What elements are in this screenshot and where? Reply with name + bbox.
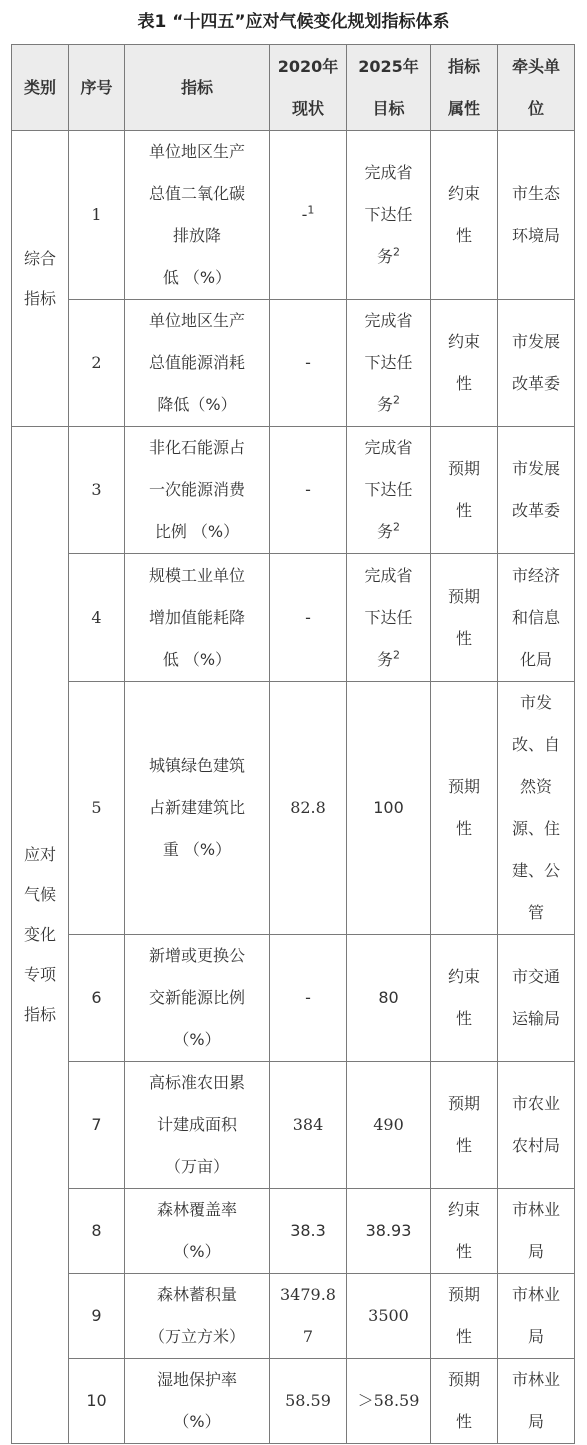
header-category: 类别: [12, 45, 69, 131]
footnote-marker: 2: [393, 520, 400, 534]
header-attribute: 指标 属性: [431, 45, 498, 131]
footnote-marker: 2: [393, 393, 400, 407]
footnote-marker: 2: [393, 648, 400, 662]
indicator-table: [11, 44, 575, 1444]
table-title: 表1 “十四五”应对气候变化规划指标体系: [137, 12, 450, 32]
row-attribute: 预期 性: [431, 1274, 498, 1359]
row-status-2020: 38.3: [270, 1189, 347, 1274]
footnote-marker: 2: [393, 245, 400, 259]
row-status-2020: -: [270, 554, 347, 682]
footnote-marker: 1: [307, 203, 315, 217]
row-indicator: 新增或更换公 交新能源比例 （%）: [125, 935, 270, 1062]
table-row: [12, 131, 575, 300]
row-target-2025: 100: [347, 682, 431, 935]
row-seq: 10: [69, 1359, 125, 1444]
row-status-2020: -: [270, 427, 347, 554]
category-special: 应对 气候 变化 专项 指标: [12, 427, 69, 1444]
row-target-2025: 38.93: [347, 1189, 431, 1274]
row-seq: 7: [69, 1062, 125, 1189]
table-row: [12, 554, 575, 682]
table-row: [12, 1359, 575, 1444]
row-lead-unit: 市林业 局: [498, 1189, 575, 1274]
row-attribute: 约束 性: [431, 131, 498, 300]
row-lead-unit: 市农业 农村局: [498, 1062, 575, 1189]
row-seq: 2: [69, 300, 125, 427]
row-seq: 5: [69, 682, 125, 935]
row-status-2020: 58.59: [270, 1359, 347, 1444]
row-indicator: 规模工业单位 增加值能耗降 低 （%）: [125, 554, 270, 682]
row-lead-unit: 市生态 环境局: [498, 131, 575, 300]
row-status-2020: -$^1$: [270, 131, 347, 300]
table-row: [12, 1189, 575, 1274]
row-indicator: 单位地区生产 总值二氧化碳 排放降 低 （%）: [125, 131, 270, 300]
row-attribute: 预期 性: [431, 682, 498, 935]
row-target-2025: 80: [347, 935, 431, 1062]
header-lead-unit: 牵头单 位: [498, 45, 575, 131]
row-status-2020: 82.8: [270, 682, 347, 935]
row-lead-unit: 市发 改、自 然资 源、住 建、公 管: [498, 682, 575, 935]
row-lead-unit: 市林业 局: [498, 1274, 575, 1359]
row-indicator: 非化石能源占 一次能源消费 比例 （%）: [125, 427, 270, 554]
row-target-2025: 完成省 下达任 务$^2$: [347, 427, 431, 554]
header-target-2025: 2025年 目标: [347, 45, 431, 131]
row-attribute: 约束 性: [431, 1189, 498, 1274]
header-status-2020: 2020年 现状: [270, 45, 347, 131]
category-comprehensive: 综合 指标: [12, 131, 69, 427]
table-row: [12, 935, 575, 1062]
row-target-2025: 完成省 下达任 务$^2$: [347, 300, 431, 427]
row-lead-unit: 市发展 改革委: [498, 427, 575, 554]
row-target-2025: 完成省 下达任 务$^2$: [347, 131, 431, 300]
row-lead-unit: 市交通 运输局: [498, 935, 575, 1062]
row-attribute: 预期 性: [431, 1359, 498, 1444]
row-status-2020: 384: [270, 1062, 347, 1189]
row-seq: 9: [69, 1274, 125, 1359]
row-indicator: 湿地保护率 （%）: [125, 1359, 270, 1444]
row-indicator: 单位地区生产 总值能源消耗 降低（%）: [125, 300, 270, 427]
header-seq: 序号: [69, 45, 125, 131]
header-row: [12, 45, 575, 131]
row-target-2025: ＞58.59: [347, 1359, 431, 1444]
row-indicator: 高标准农田累 计建成面积 （万亩）: [125, 1062, 270, 1189]
table-row: [12, 300, 575, 427]
row-seq: 1: [69, 131, 125, 300]
table-row: [12, 427, 575, 554]
row-seq: 4: [69, 554, 125, 682]
row-target-2025: 490: [347, 1062, 431, 1189]
row-attribute: 预期 性: [431, 554, 498, 682]
row-lead-unit: 市林业 局: [498, 1359, 575, 1444]
row-seq: 3: [69, 427, 125, 554]
row-target-2025: 完成省 下达任 务$^2$: [347, 554, 431, 682]
row-status-2020: -: [270, 935, 347, 1062]
row-seq: 6: [69, 935, 125, 1062]
row-target-2025: 3500: [347, 1274, 431, 1359]
row-status-2020: -: [270, 300, 347, 427]
row-indicator: 森林覆盖率 （%）: [125, 1189, 270, 1274]
row-lead-unit: 市经济 和信息 化局: [498, 554, 575, 682]
row-seq: 8: [69, 1189, 125, 1274]
header-indicator: 指标: [125, 45, 270, 131]
row-attribute: 预期 性: [431, 1062, 498, 1189]
row-attribute: 约束 性: [431, 935, 498, 1062]
row-indicator: 森林蓄积量 （万立方米）: [125, 1274, 270, 1359]
table-row: [12, 682, 575, 935]
row-indicator: 城镇绿色建筑 占新建建筑比 重 （%）: [125, 682, 270, 935]
row-attribute: 预期 性: [431, 427, 498, 554]
row-lead-unit: 市发展 改革委: [498, 300, 575, 427]
table-row: [12, 1274, 575, 1359]
row-attribute: 约束 性: [431, 300, 498, 427]
row-status-2020: 3479.8 7: [270, 1274, 347, 1359]
table-row: [12, 1062, 575, 1189]
